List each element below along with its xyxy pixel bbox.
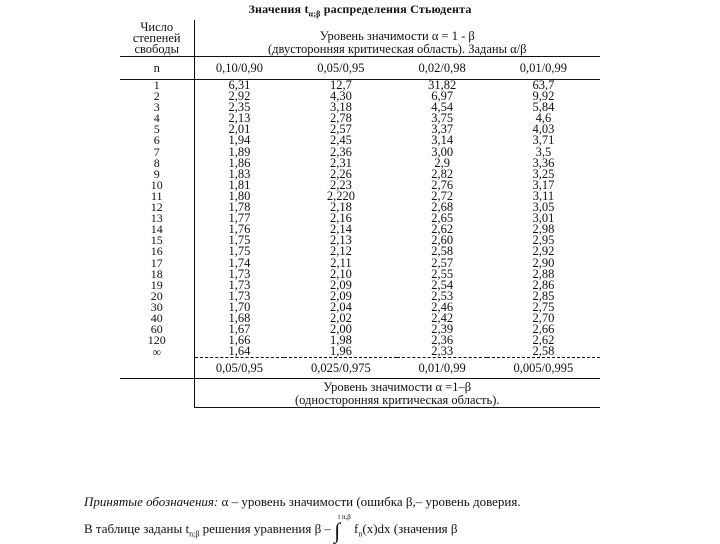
- table-title: [90, 2, 630, 18]
- t-value-cell: 3,37: [431, 122, 454, 137]
- degrees-of-freedom-cell: 18: [120, 269, 194, 280]
- t-value-cell: 2,85: [532, 288, 555, 303]
- t-value-cell: 2,55: [431, 266, 454, 281]
- t-value-cell: 2,10: [329, 266, 352, 281]
- t-value-cell: 2,66: [532, 322, 555, 337]
- t-value-cell: 1,75: [228, 233, 251, 248]
- t-value-cell: 2,35: [228, 100, 251, 115]
- t-value-cell: 1,77: [228, 211, 251, 226]
- t-value-cell: 2,62: [532, 333, 555, 348]
- table-row: [120, 135, 600, 146]
- table-row: [120, 324, 600, 335]
- t-value-cell: 2,09: [329, 288, 352, 303]
- header-row-top: [120, 20, 600, 57]
- column-header: 0,10/0,90: [194, 57, 284, 80]
- t-value-cell: 1,67: [228, 322, 251, 337]
- t-value-cell: 4,30: [329, 89, 352, 104]
- t-value-cell: 2,42: [431, 310, 454, 325]
- table-row: [120, 280, 600, 291]
- t-value-cell: 2,46: [431, 299, 454, 314]
- t-value-cell: 1,73: [228, 266, 251, 281]
- t-value-cell: 1,73: [228, 277, 251, 292]
- t-value-cell: 2,88: [532, 266, 555, 281]
- title-suffix: распределения Стьюдента: [320, 2, 472, 16]
- column-header: 0,05/0,95: [284, 57, 397, 80]
- t-value-cell: 3,5: [535, 144, 552, 159]
- one-sided-caption-line1: Уровень значимости α =1–β: [323, 380, 472, 395]
- t-value-cell: 2,04: [329, 299, 352, 314]
- degrees-of-freedom-cell: 3: [120, 102, 194, 113]
- t-value-cell: 2,58: [532, 344, 555, 359]
- t-value-cell: 2,57: [431, 255, 454, 270]
- t-value-cell: 3,01: [532, 211, 555, 226]
- t-value-cell: 1,78: [228, 200, 251, 215]
- equation-prefix-sub: n;β: [189, 529, 200, 539]
- degrees-of-freedom-cell: 9: [120, 169, 194, 180]
- degrees-of-freedom-cell: 14: [120, 224, 194, 235]
- notation-text: α – уровень значимости (ошибка β,– уровень доверия.: [218, 494, 521, 509]
- t-value-cell: 2,11: [330, 255, 352, 270]
- t-value-cell: 3,17: [532, 177, 555, 192]
- one-sided-caption-row: [120, 379, 600, 408]
- degrees-of-freedom-cell: 1: [120, 80, 194, 92]
- table-row: [120, 302, 600, 313]
- t-value-cell: 2,00: [329, 322, 352, 337]
- t-value-cell: 2,98: [532, 222, 555, 237]
- t-value-cell: 3,14: [431, 133, 454, 148]
- degrees-of-freedom-cell: 60: [120, 324, 194, 335]
- t-value-cell: 2,16: [329, 211, 352, 226]
- t-value-cell: 1,89: [228, 144, 251, 159]
- t-value-cell: 2,23: [329, 177, 352, 192]
- one-sided-column-header: 0,025/0,975: [284, 358, 397, 379]
- degrees-of-freedom-cell: 12: [120, 202, 194, 213]
- degrees-of-freedom-cell: 120: [120, 335, 194, 346]
- student-t-table: [120, 20, 600, 408]
- t-value-cell: 1,86: [228, 155, 251, 170]
- t-value-cell: 2,78: [329, 111, 352, 126]
- t-value-cell: 2,53: [431, 288, 454, 303]
- significance-caption-two-sided: [194, 20, 600, 57]
- table-row: [120, 313, 600, 324]
- title-subscript: α;β: [308, 9, 321, 19]
- t-value-cell: 1,80: [228, 188, 251, 203]
- t-value-cell: 3,11: [532, 188, 555, 203]
- t-value-cell: 2,68: [431, 200, 454, 215]
- table-row: [120, 124, 600, 135]
- degrees-of-freedom-header: Число степеней свободы: [120, 20, 194, 57]
- two-sided-caption-line2: (двусторонняя критическая область). Заданы α/β: [267, 42, 527, 56]
- one-sided-column-header: 0,01/0,99: [397, 358, 486, 379]
- t-value-cell: 2,65: [431, 211, 454, 226]
- equation-func-sub: n: [358, 529, 363, 539]
- significance-caption-one-sided: [194, 379, 600, 408]
- table-row: [120, 180, 600, 191]
- t-value-cell: 4,6: [535, 111, 552, 126]
- t-value-cell: 2,82: [431, 166, 454, 181]
- degrees-of-freedom-cell: 30: [120, 302, 194, 313]
- t-value-cell: 63,7: [532, 78, 555, 92]
- table-row: [120, 147, 600, 158]
- degrees-of-freedom-cell: 13: [120, 213, 194, 224]
- t-value-cell: 6,97: [431, 89, 454, 104]
- t-value-cell: 5,84: [532, 100, 555, 115]
- table-row: [120, 191, 600, 202]
- t-value-cell: 1,81: [228, 177, 251, 192]
- t-value-cell: 31,82: [428, 78, 457, 92]
- table-row: [120, 235, 600, 246]
- table-row: [120, 346, 600, 358]
- t-value-cell: 12,7: [329, 78, 352, 92]
- table-row: [120, 213, 600, 224]
- degrees-of-freedom-cell: ∞: [120, 346, 194, 358]
- t-value-cell: 4,54: [431, 100, 454, 115]
- degrees-of-freedom-cell: 7: [120, 147, 194, 158]
- t-value-cell: 2,57: [329, 122, 352, 137]
- t-value-cell: 6,31: [228, 78, 251, 92]
- t-value-cell: 2,54: [431, 277, 454, 292]
- t-value-cell: 2,12: [329, 244, 352, 259]
- notation-label: Принятые обозначения:: [84, 494, 219, 509]
- table-row: [120, 335, 600, 346]
- two-sided-caption-line1: Уровень значимости α = 1 - β: [319, 29, 475, 43]
- t-value-cell: 1,96: [329, 344, 352, 359]
- column-header: 0,01/0,99: [487, 57, 600, 80]
- t-value-cell: 2,45: [329, 133, 352, 148]
- t-value-cell: 2,02: [329, 310, 352, 325]
- t-value-cell: 3,71: [532, 133, 555, 148]
- equation-mid: решения уравнения β –: [199, 521, 331, 536]
- table-row: [120, 291, 600, 302]
- t-value-cell: 2,26: [329, 166, 352, 181]
- t-value-cell: 2,33: [431, 344, 454, 359]
- degrees-of-freedom-cell: 20: [120, 291, 194, 302]
- t-value-cell: 1,76: [228, 222, 251, 237]
- table-row: [120, 246, 600, 257]
- t-value-cell: 1,66: [228, 333, 251, 348]
- t-value-cell: 1,68: [228, 310, 251, 325]
- t-value-cell: 2,36: [329, 144, 352, 159]
- t-value-cell: 2,09: [329, 277, 352, 292]
- t-value-cell: 3,18: [329, 100, 352, 115]
- degrees-of-freedom-cell: 16: [120, 246, 194, 257]
- degrees-of-freedom-cell: 10: [120, 180, 194, 191]
- t-value-cell: 2,01: [228, 122, 251, 137]
- t-value-cell: 2,70: [532, 310, 555, 325]
- notation-note: [84, 494, 521, 510]
- t-value-cell: 3,25: [532, 166, 555, 181]
- t-value-cell: 2,13: [228, 111, 251, 126]
- t-value-cell: 2,92: [228, 89, 251, 104]
- t-value-cell: 2,60: [431, 233, 454, 248]
- t-value-cell: 3,75: [431, 111, 454, 126]
- table-row: [120, 102, 600, 113]
- table-row: [120, 258, 600, 269]
- t-value-cell: 2,86: [532, 277, 555, 292]
- t-value-cell: 1,83: [228, 166, 251, 181]
- t-value-cell: 2,95: [532, 233, 555, 248]
- table-row: [120, 80, 600, 92]
- degrees-of-freedom-cell: 8: [120, 158, 194, 169]
- table-row: [120, 158, 600, 169]
- table-row: [120, 113, 600, 124]
- n-header: n: [120, 57, 194, 80]
- t-value-cell: 2,62: [431, 222, 454, 237]
- one-sided-column-header: 0,005/0,995: [487, 358, 600, 379]
- table-row: [120, 269, 600, 280]
- column-header: 0,02/0,98: [397, 57, 486, 80]
- equation-tail: (x)dx (значения β: [362, 521, 458, 536]
- t-value-cell: 2,58: [431, 244, 454, 259]
- equation-prefix: В таблице заданы t: [84, 521, 190, 536]
- t-value-cell: 2,72: [431, 188, 454, 203]
- one-sided-column-header: 0,05/0,95: [194, 358, 284, 379]
- degrees-of-freedom-cell: 2: [120, 91, 194, 102]
- degrees-of-freedom-cell: 15: [120, 235, 194, 246]
- degrees-of-freedom-cell: 40: [120, 313, 194, 324]
- one-sided-header-row: [120, 358, 600, 379]
- t-value-cell: 2,36: [431, 333, 454, 348]
- t-value-cell: 2,220: [326, 188, 355, 203]
- t-value-cell: 2,9: [434, 155, 450, 170]
- t-value-cell: 2,14: [329, 222, 352, 237]
- table-row: [120, 169, 600, 180]
- column-header-row: [120, 57, 600, 80]
- t-value-cell: 3,36: [532, 155, 555, 170]
- degrees-of-freedom-cell: 17: [120, 258, 194, 269]
- t-value-cell: 3,00: [431, 144, 454, 159]
- t-value-cell: 2,90: [532, 255, 555, 270]
- t-value-cell: 1,75: [228, 244, 251, 259]
- t-value-cell: 9,92: [532, 89, 555, 104]
- t-value-cell: 1,73: [228, 288, 251, 303]
- t-value-cell: 1,70: [228, 299, 251, 314]
- t-value-cell: 1,98: [329, 333, 352, 348]
- one-sided-caption-line2: (односторонняя критическая область).: [294, 393, 500, 408]
- t-value-cell: 1,64: [228, 344, 251, 359]
- t-value-cell: 2,13: [329, 233, 352, 248]
- degrees-of-freedom-cell: 5: [120, 124, 194, 135]
- degrees-of-freedom-cell: 4: [120, 113, 194, 124]
- t-value-cell: 3,05: [532, 200, 555, 215]
- degrees-of-freedom-cell: 19: [120, 280, 194, 291]
- title-prefix: Значения t: [248, 2, 309, 16]
- integral-limit: t n,β: [338, 513, 351, 521]
- degrees-of-freedom-cell: 11: [120, 191, 194, 202]
- t-value-cell: 2,76: [431, 177, 454, 192]
- t-value-cell: 2,39: [431, 322, 454, 337]
- integral-icon: ∫: [334, 518, 341, 543]
- t-value-cell: 2,18: [329, 200, 352, 215]
- table-row: [120, 224, 600, 235]
- t-value-cell: 2,31: [329, 155, 352, 170]
- t-value-cell: 4,03: [532, 122, 555, 137]
- degrees-of-freedom-cell: 6: [120, 135, 194, 146]
- t-value-cell: 2,75: [532, 299, 555, 314]
- t-value-cell: 1,74: [228, 255, 251, 270]
- equation-func: f: [350, 521, 359, 536]
- t-value-cell: 2,92: [532, 244, 555, 259]
- t-value-cell: 1,94: [228, 133, 251, 148]
- table-row: [120, 202, 600, 213]
- table-row: [120, 91, 600, 102]
